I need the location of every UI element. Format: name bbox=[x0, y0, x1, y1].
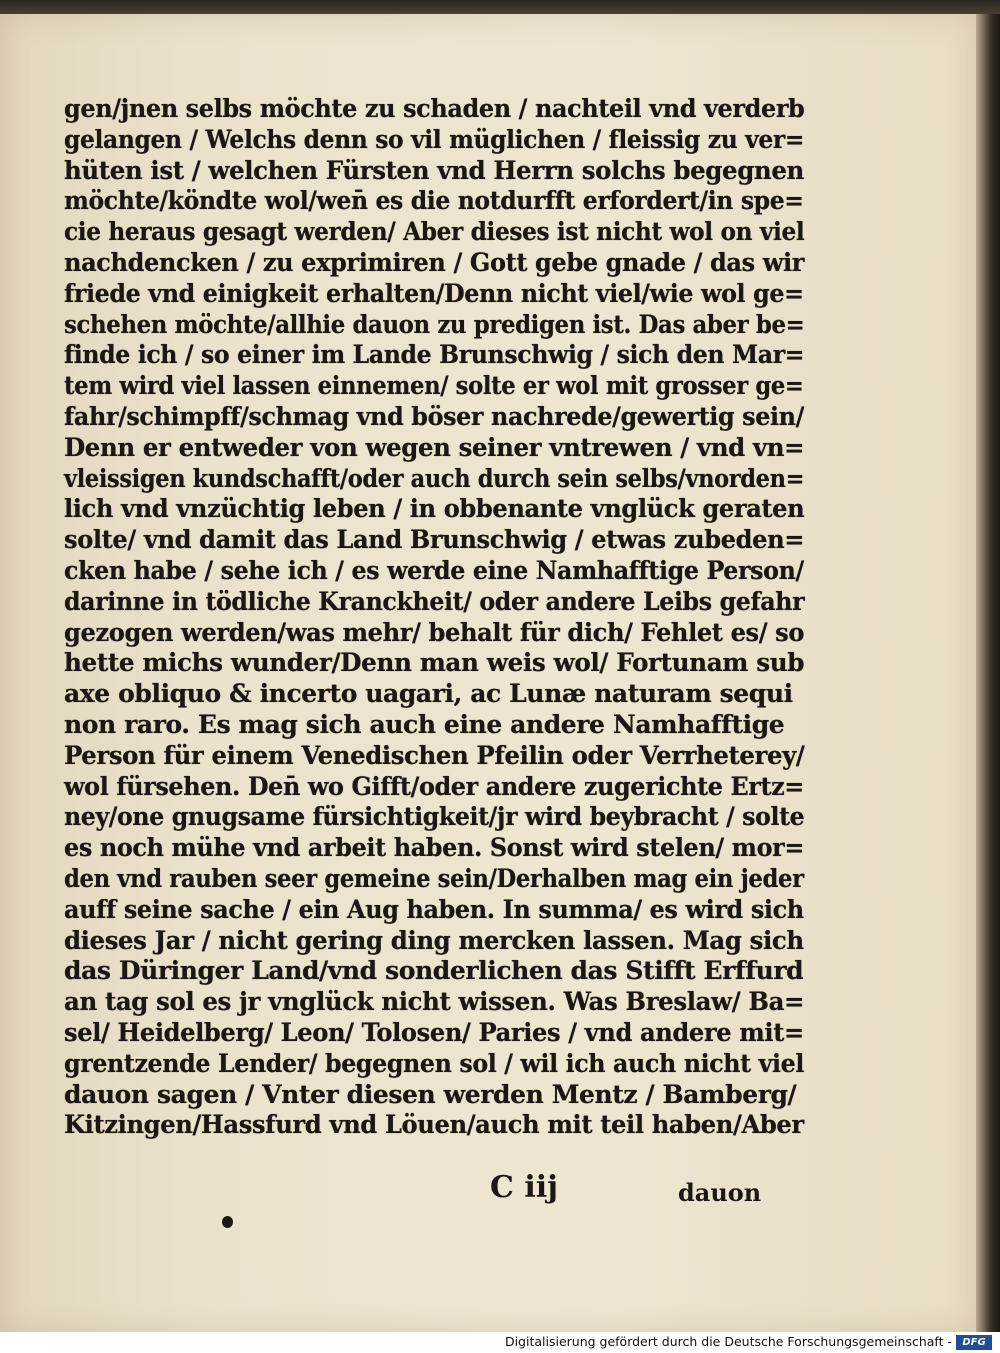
text-line: möchte/köndte wol/wen̄ es die notdurfft erfordert/in spe= bbox=[64, 186, 804, 216]
signature-row bbox=[490, 1170, 780, 1210]
signature-mark: C iij bbox=[490, 1170, 558, 1205]
text-line: lich vnd vnzüchtig leben / in obbenante vnglück geraten bbox=[64, 494, 805, 524]
text-line: hette michs wunder/Denn man weis wol/ Fortunam sub bbox=[64, 648, 805, 678]
digitization-credit: Digitalisierung gefördert durch die Deutsche Forschungsgemeinschaft - bbox=[504, 1334, 952, 1349]
text-line: schehen möchte/allhie dauon zu predigen ist. Das aber be= bbox=[64, 309, 805, 339]
text-line: cie heraus gesagt werden/ Aber dieses ist nicht wol on viel bbox=[64, 217, 805, 247]
text-line: an tag sol es jr vnglück nicht wissen. Was Breslaw/ Ba= bbox=[64, 987, 805, 1017]
text-line: solte/ vnd damit das Land Brunschwig / etwas zubeden= bbox=[64, 525, 805, 555]
text-line: ney/one gnugsame fürsichtigkeit/jr wird beybracht / solte bbox=[64, 802, 805, 832]
text-line: gelangen / Welchs denn so vil müglichen / fleissig zu ver= bbox=[64, 124, 805, 154]
footer-bar bbox=[0, 1332, 1000, 1353]
text-line: Denn er entweder von wegen seiner vntrewen / vnd vn= bbox=[64, 432, 805, 462]
catchword: dauon bbox=[678, 1178, 762, 1207]
text-line: vleissigen kundschafft/oder auch durch sein selbs/vnorden= bbox=[64, 463, 805, 493]
text-line: cken habe / sehe ich / es werde eine Namhafftige Person/ bbox=[64, 555, 804, 585]
text-line: darinne in tödliche Kranckheit/ oder andere Leibs gefahr bbox=[64, 586, 805, 616]
text-line: dauon sagen / Vnter diesen werden Mentz / Bamberg/ bbox=[64, 1079, 797, 1109]
text-line: grentzende Lender/ begegnen sol / wil ich auch nicht viel bbox=[64, 1048, 804, 1078]
text-line: auff seine sache / ein Aug haben. In summa/ es wird sich bbox=[64, 894, 804, 924]
text-line: nachdencken / zu exprimiren / Gott gebe gnade / das wir bbox=[64, 247, 805, 277]
dfg-logo[interactable]: DFG bbox=[956, 1335, 992, 1350]
page-edge-shadow bbox=[976, 14, 1000, 1332]
text-line: wol fürsehen. Den̄ wo Gifft/oder andere zugerichte Ertz= bbox=[64, 771, 804, 801]
text-line: es noch mühe vnd arbeit haben. Sonst wird stelen/ mor= bbox=[64, 833, 804, 863]
page-body-text bbox=[64, 94, 804, 1141]
text-line: tem wird viel lassen einnemen/ solte er wol mit grosser ge= bbox=[64, 371, 804, 401]
text-line: fahr/schimpff/schmag vnd böser nachrede/gewertig sein/ bbox=[64, 401, 804, 431]
text-line: gezogen werden/was mehr/ behalt für dich/ Fehlet es/ so bbox=[64, 617, 805, 647]
text-line: Kitzingen/Hassfurd vnd Löuen/auch mit teil haben/Aber bbox=[64, 1110, 804, 1140]
text-line: non raro. Es mag sich auch eine andere Namhafftige bbox=[64, 709, 785, 739]
text-line: Person für einem Venedischen Pfeilin oder Verrheterey/ bbox=[64, 740, 805, 770]
text-line: gen/jnen selbs möchte zu schaden / nachteil vnd verderb bbox=[64, 94, 805, 123]
ink-spot bbox=[222, 1216, 233, 1228]
text-line: das Düringer Land/vnd sonderlichen das Stifft Erffurd bbox=[64, 956, 804, 986]
text-line: friede vnd einigkeit erhalten/Denn nicht viel/wie wol ge= bbox=[64, 278, 804, 308]
text-line: finde ich / so einer im Lande Brunschwig / sich den Mar= bbox=[64, 340, 805, 370]
text-line: axe obliquo & incerto uagari, ac Lunæ naturam sequi bbox=[64, 679, 793, 709]
text-line: sel/ Heidelberg/ Leon/ Tolosen/ Paries / vnd andere mit= bbox=[64, 1017, 804, 1047]
text-line: den vnd rauben seer gemeine sein/Derhalben mag ein jeder bbox=[64, 863, 804, 893]
text-line: hüten ist / welchen Fürsten vnd Herrn solchs begegnen bbox=[64, 155, 804, 185]
text-line: dieses Jar / nicht gering ding mercken lassen. Mag sich bbox=[64, 925, 804, 955]
